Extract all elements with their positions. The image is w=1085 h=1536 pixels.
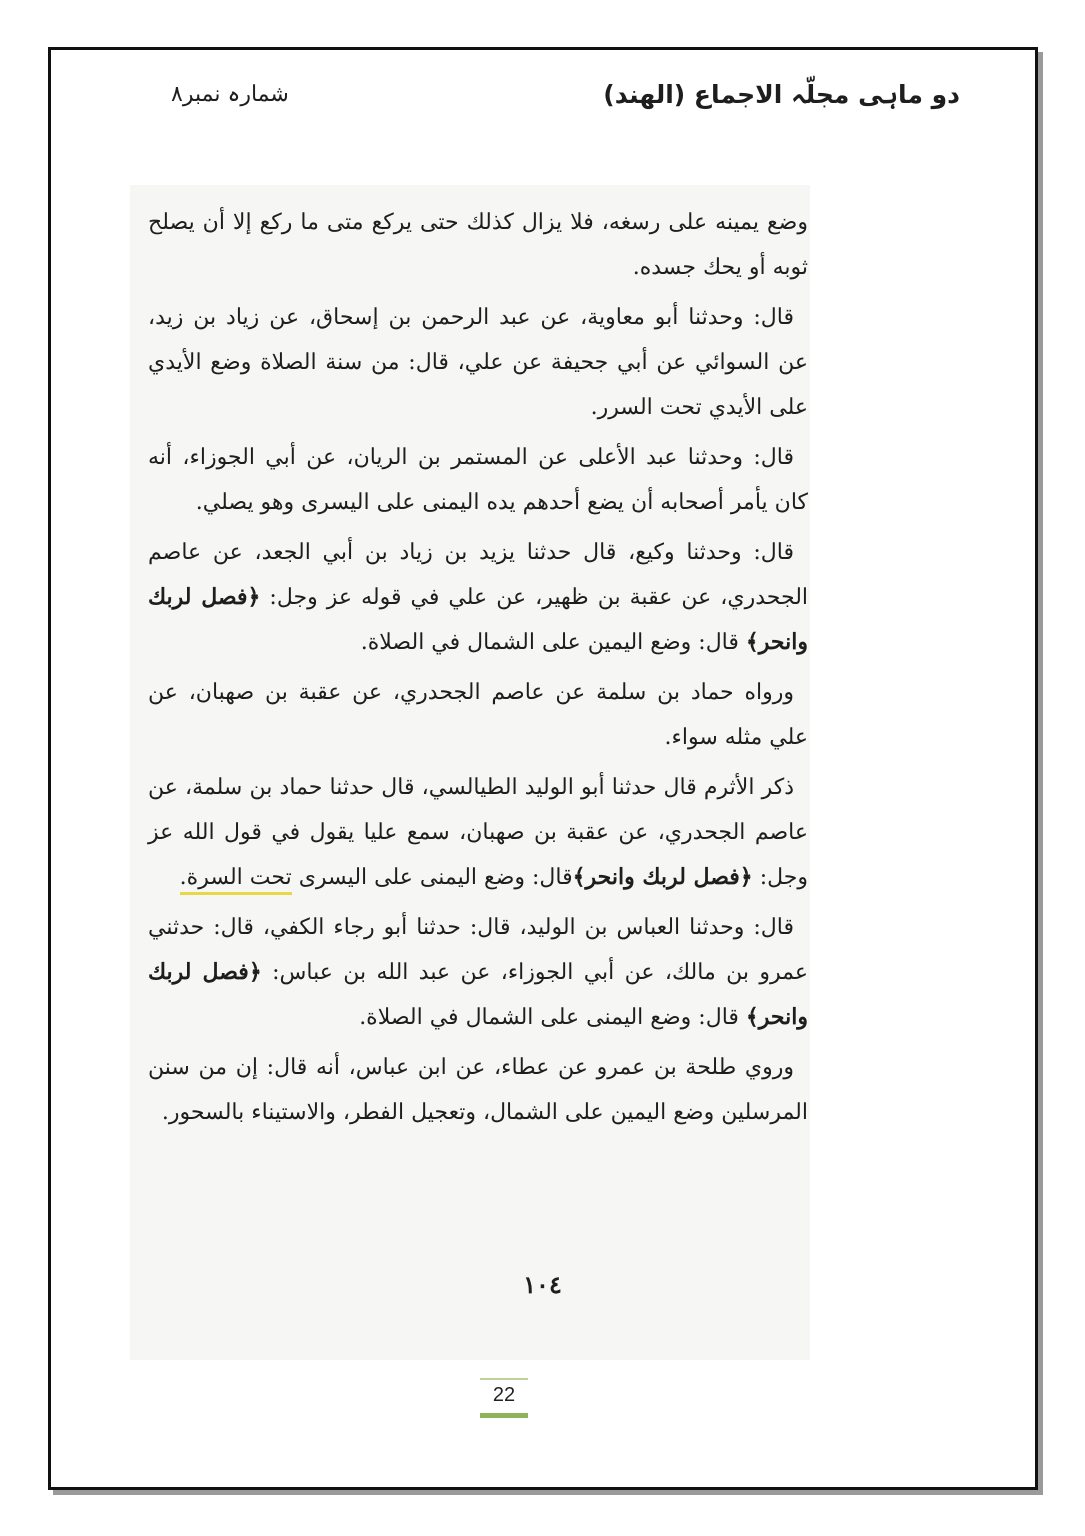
quran-verse: ﴿فصل لربك وانحر﴾ xyxy=(148,584,808,655)
arabic-text-body xyxy=(148,200,808,1140)
highlighted-phrase: تحت السرة. xyxy=(180,865,292,895)
paragraph-5 xyxy=(148,670,808,760)
paragraph-text: وروي طلحة بن عمرو عن عطاء، عن ابن عباس، أنه قال: إن من سنن المرسلين وضع اليمين على الشمال، وتعجيل الفطر، والاستيناء بالسحور. xyxy=(148,1055,808,1125)
paragraph-text: قال: وضع اليمين على الشمال في الصلاة. xyxy=(360,630,746,655)
paragraph-1 xyxy=(148,200,808,290)
quran-verse: ﴿فصل لربك وانحر﴾ xyxy=(148,959,808,1030)
paragraph-text: قال: وحدثنا عبد الأعلى عن المستمر بن الريان، عن أبي الجوزاء، أنه كان يأمر أصحابه أن يضع أحدهم يده اليمنى على اليسرى وهو يصلي. xyxy=(148,445,808,515)
journal-title: دو ماہی مجلّہ الاجماع (الهند) xyxy=(603,80,960,109)
paragraph-text: ذكر الأثرم قال حدثنا أبو الوليد الطيالسي، قال حدثنا حماد بن سلمة، عن عاصم الجحدري، عن عقبة بن صهبان، سمع عليا يقول في قول الله عز وجل: xyxy=(148,775,808,890)
paragraph-text: قال: وضع اليمنى على اليسرى xyxy=(291,865,573,890)
paragraph-6 xyxy=(148,765,808,900)
issue-number: شمارہ نمبر۸ xyxy=(171,82,289,107)
paragraph-3 xyxy=(148,435,808,525)
arabic-page-number: ١٠٤ xyxy=(523,1270,562,1299)
paragraph-text: وضع يمينه على رسغه، فلا يزال كذلك حتى يركع متى ما ركع إلا أن يصلح ثوبه أو يحك جسده. xyxy=(148,210,808,280)
page-number: 22 xyxy=(480,1378,528,1418)
paragraph-7 xyxy=(148,905,808,1040)
paragraph-2 xyxy=(148,295,808,430)
paragraph-text: ورواه حماد بن سلمة عن عاصم الجحدري، عن عقبة بن صهبان، عن علي مثله سواء. xyxy=(148,680,808,750)
paragraph-text: قال: وضع اليمنى على الشمال في الصلاة. xyxy=(359,1005,746,1030)
paragraph-text: قال: وحدثنا العباس بن الوليد، قال: حدثنا أبو رجاء الكفي، قال: حدثني عمرو بن مالك، عن أبي الجوزاء، عن عبد الله بن عباس: xyxy=(148,915,809,985)
quran-verse: ﴿فصل لربك وانحر﴾ xyxy=(572,864,753,890)
paragraph-4 xyxy=(148,530,808,665)
paragraph-text: قال: وحدثنا أبو معاوية، عن عبد الرحمن بن إسحاق، عن زياد بن زيد، عن السوائي عن أبي جحيفة عن علي، قال: من سنة الصلاة وضع الأيدي على الأيدي تحت السرر. xyxy=(148,305,808,420)
paragraph-8 xyxy=(148,1045,808,1135)
paragraph-text: قال: وحدثنا وكيع، قال حدثنا يزيد بن زياد بن أبي الجعد، عن عاصم الجحدري، عن عقبة بن ظهير، عن علي في قوله عز وجل: xyxy=(148,540,809,610)
